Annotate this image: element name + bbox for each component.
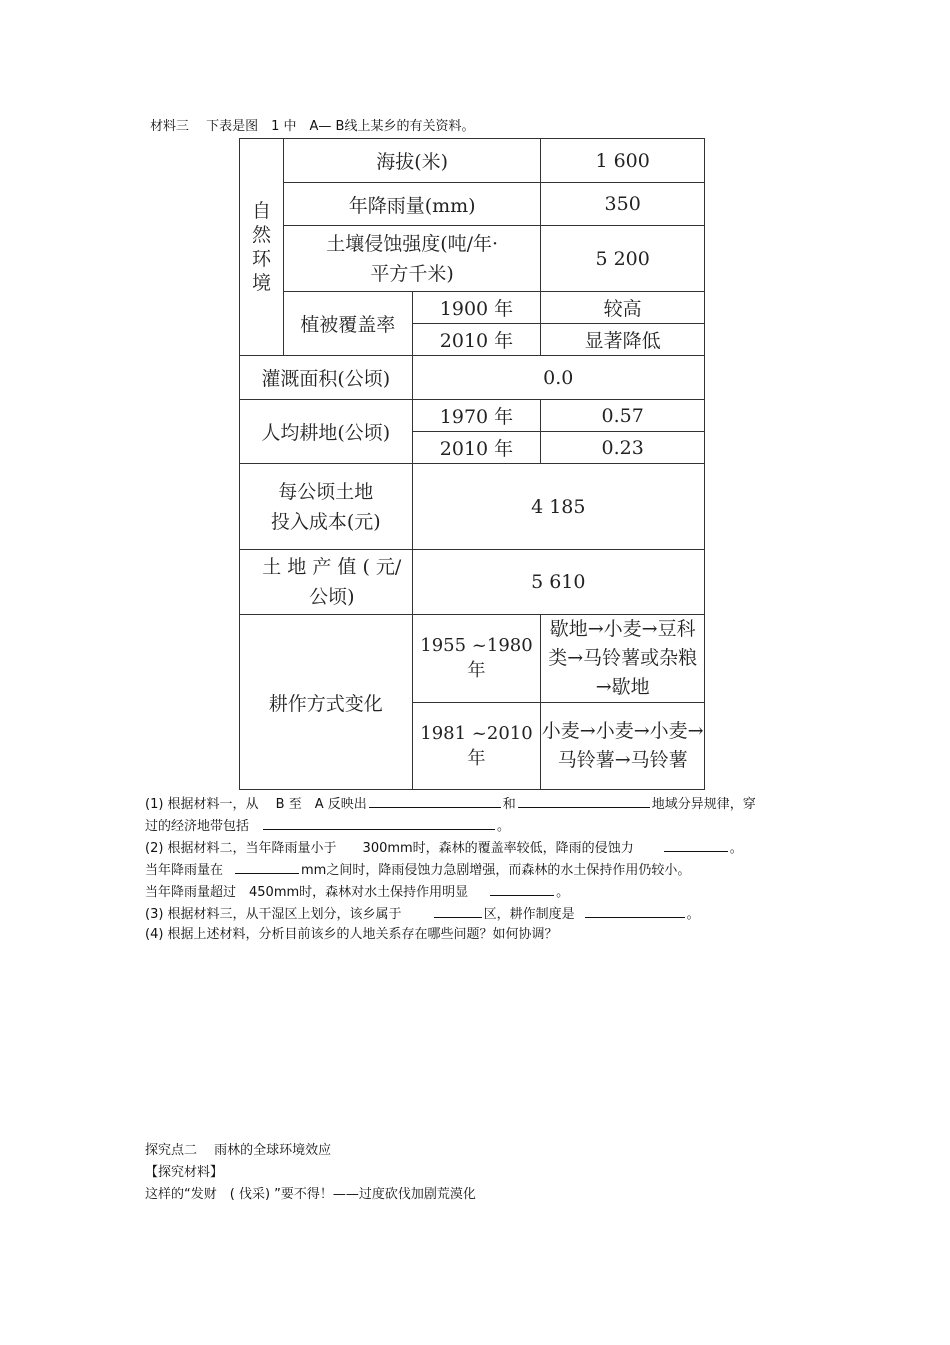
erosion-label-line1: 土壤侵蚀强度(吨/年· [326,232,499,255]
farming-mode2: 小麦→小麦→小麦→马铃薯→马铃薯 [541,703,705,790]
output-label-line1: 土 地 产 值 ( 元/ [262,556,402,578]
cost-label-line2: 投入成本(元) [270,510,381,533]
farmland-year1: 1970 年 [412,400,541,432]
cost-value: 4 185 [412,464,704,550]
farmland-year2: 2010 年 [412,432,541,464]
erosion-label-line2: 平方千米) [370,262,454,285]
farmland-label: 人均耕地(公顷) [240,400,413,464]
altitude-label: 海拔(米) [283,139,540,183]
question-2-line1: (2) 根据材料二，当年降雨量小于 300mm时，森林的覆盖率较低，降雨的侵蚀力 。 [145,838,743,858]
farming-mode1: 歇地→小麦→豆科类→马铃薯或杂粮→歇地 [541,615,705,703]
question-3: (3) 根据材料三，从干湿区上划分，该乡属于 区，耕作制度是 。 [145,904,700,924]
nature-label: 自 然 环 境 [240,139,284,356]
question-2-line2: 当年降雨量在 mm之间时，降雨侵蚀力急剧增强，而森林的水土保持作用仍较小。 [145,860,690,880]
question-2-line3: 当年降雨量超过 450mm时，森林对水土保持作用明显 。 [145,882,569,902]
answer-blank[interactable] [434,904,482,918]
vegetation-year2: 2010 年 [412,324,541,356]
question-4: (4) 根据上述材料，分析目前该乡的人地关系存在哪些问题？如何协调？ [145,927,558,942]
data-table [239,138,705,790]
farming-period2: 1981 ~2010 年 [412,703,541,790]
output-label [240,550,413,615]
output-label-line2: 公顷) [309,586,355,608]
farmland-value1: 0.57 [541,400,705,432]
farmland-value2: 0.23 [541,432,705,464]
rainfall-label: 年降雨量(mm) [283,183,540,226]
vegetation-year1: 1900 年 [412,292,541,324]
rainfall-value: 350 [541,183,705,226]
erosion-label [283,226,540,292]
section2-material-text: 这样的“发财 ( 伐采) ”要不得！——过度砍伐加剧荒漠化 [145,1187,476,1202]
vegetation-label: 植被覆盖率 [283,292,412,356]
irrigation-label: 灌溉面积(公顷) [240,356,413,400]
intro-line: 材料三 下表是图 1 中 A— B线上某乡的有关资料。 [150,119,475,134]
answer-blank[interactable] [369,794,501,808]
section2-title: 探究点二 雨林的全球环境效应 [145,1143,332,1158]
vegetation-value2: 显著降低 [541,324,705,356]
answer-blank[interactable] [664,838,728,852]
altitude-value: 1 600 [541,139,705,183]
cost-label [240,464,413,550]
section2-material-heading: 【探究材料】 [145,1165,224,1180]
erosion-value: 5 200 [541,226,705,292]
farming-label: 耕作方式变化 [240,615,413,790]
answer-blank[interactable] [518,794,650,808]
answer-blank[interactable] [585,904,685,918]
cost-label-line1: 每公顷土地 [278,480,374,503]
farming-period1: 1955 ~1980 年 [412,615,541,703]
answer-blank[interactable] [490,882,554,896]
answer-blank[interactable] [263,816,495,830]
question-1-line1: (1) 根据材料一，从 B 至 A 反映出 和 地域分异规律，穿 [145,794,756,814]
output-value: 5 610 [412,550,704,615]
irrigation-value: 0.0 [412,356,704,400]
question-1-line2: 过的经济地带包括 。 [145,816,510,836]
vegetation-value1: 较高 [541,292,705,324]
answer-blank[interactable] [235,860,299,874]
